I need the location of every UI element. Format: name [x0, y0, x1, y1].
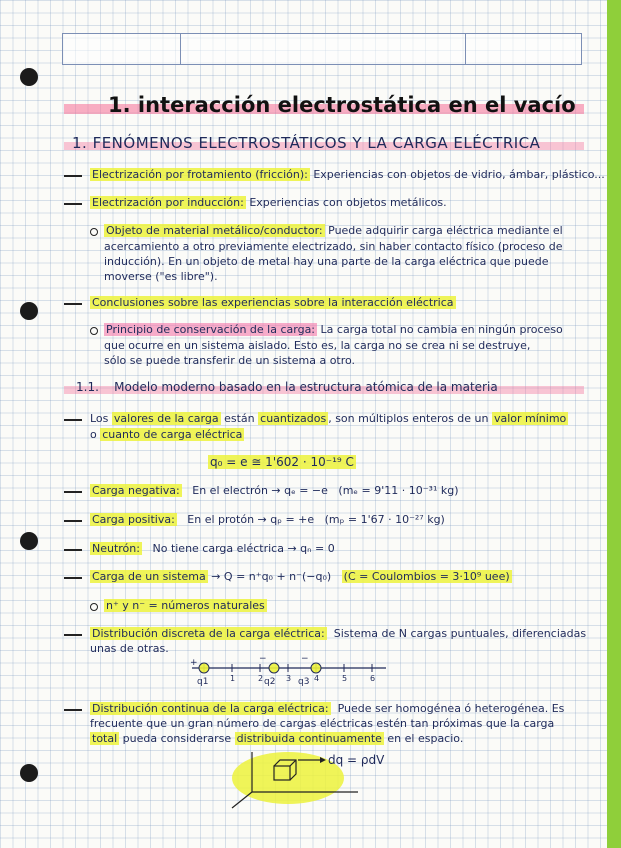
axis-tick-label: 5 [342, 674, 348, 683]
quantized-line1 [90, 412, 568, 425]
section-title: Modelo moderno basado en la estructura atómica de la materia [114, 380, 498, 394]
dash [64, 303, 82, 305]
item-conservation-line2: que ocurre en un sistema aislado. Esto es, la carga no se crea ni se destruye, [104, 339, 531, 352]
formula: q₀ = e ≅ 1'602 · 10⁻¹⁹ C [210, 455, 354, 469]
charge-point [269, 663, 279, 673]
dash [64, 709, 82, 711]
highlight: cuantizados [260, 412, 327, 425]
binder-hole [20, 532, 38, 550]
header-box [62, 33, 582, 65]
item-material-line4: moverse ("es libre"). [104, 270, 218, 283]
text: en el espacio. [387, 732, 464, 745]
text: n⁺ y n⁻ = números naturales [106, 599, 265, 612]
item-conservation-line1 [104, 323, 563, 336]
dash [64, 549, 82, 551]
label: Carga de un sistema [92, 570, 206, 583]
axis-charge-1: q1 [197, 677, 209, 687]
quantum-formula [208, 456, 356, 469]
page-edge [607, 0, 621, 848]
text: Experiencias con objetos metálicos. [249, 196, 447, 209]
item-negative [90, 484, 459, 497]
dash [64, 577, 82, 579]
item-continuous-line3 [90, 732, 463, 745]
highlight: valores de la carga [113, 412, 219, 425]
label: Carga positiva: [92, 513, 175, 526]
text: Experiencias con objetos de vidrio, ámbar, plástico... [313, 168, 605, 181]
binder-hole [20, 302, 38, 320]
item-naturals [104, 599, 267, 612]
highlight: valor mínimo [493, 412, 567, 425]
page-title: 1. interacción electrostática en el vacío [108, 93, 576, 117]
item-continuous-line1 [90, 702, 564, 715]
dq-formula: dq = ρdV [328, 753, 385, 767]
mass: (mₑ = 9'11 · 10⁻³¹ kg) [338, 484, 459, 497]
dash [64, 419, 82, 421]
item-induction [90, 196, 447, 209]
item-material-line2: acercamiento a otro previamente electrizado, sin haber contacto físico (proceso de [104, 240, 563, 253]
charge-point [199, 663, 209, 673]
label: Carga negativa: [92, 484, 180, 497]
section-1-1-heading [76, 381, 498, 394]
axis-tick-label: 2 [258, 674, 264, 683]
text: Puede ser homogénea ó heterogénea. Es [337, 702, 565, 715]
text: , son múltiplos enteros de un [328, 412, 489, 425]
axis-tick-label: 4 [314, 674, 320, 683]
text: No tiene carga eléctrica → qₙ = 0 [152, 542, 335, 555]
axis-tick-label: 3 [286, 674, 292, 683]
item-friction [90, 168, 605, 181]
binder-hole [20, 764, 38, 782]
label: Conclusiones sobre las experiencias sobre la interacción eléctrica [92, 296, 454, 309]
item-continuous-line2: frecuente que un gran número de cargas eléctricas estén tan próximas que la carga [90, 717, 555, 730]
bullet [90, 327, 98, 335]
text: Los [90, 412, 109, 425]
label: Objeto de material metálico/conductor: [106, 224, 323, 237]
section-subtitle: 1. FENÓMENOS ELECTROSTÁTICOS Y LA CARGA ELÉCTRICA [72, 134, 541, 152]
dash [64, 491, 82, 493]
text: La carga total no cambia en ningún proceso [320, 323, 563, 336]
mass: (mₚ = 1'67 · 10⁻²⁷ kg) [324, 513, 445, 526]
text: están [224, 412, 255, 425]
highlight: distribuida continuamente [236, 732, 382, 745]
text: En el protón → qₚ = +e [187, 513, 315, 526]
dash [64, 175, 82, 177]
bullet [90, 603, 98, 611]
axis-tick-label: 6 [370, 674, 376, 683]
text: Sistema de N cargas puntuales, diferenciadas [333, 627, 587, 640]
binder-hole [20, 68, 38, 86]
highlight: total [92, 732, 118, 745]
dash [64, 520, 82, 522]
label: Distribución discreta de la carga eléctrica: [92, 627, 325, 640]
axis-charge-3: q3 [298, 677, 310, 687]
label: Electrización por frotamiento (fricción): [92, 168, 308, 181]
item-material-line3: inducción). En un objeto de metal hay una parte de la carga eléctrica que puede [104, 255, 549, 268]
item-conservation-line3: sólo se puede transferir de un sistema a otro. [104, 354, 356, 367]
item-conclusions [90, 296, 456, 309]
axis-sign-3: − [301, 654, 309, 664]
axis-charge-2: q2 [264, 677, 276, 687]
highlight: cuanto de carga eléctrica [102, 428, 243, 441]
dash [64, 203, 82, 205]
label: Distribución continua de la carga eléctrica: [92, 702, 329, 715]
axis-x [232, 792, 252, 808]
item-system [90, 570, 512, 583]
label: Principio de conservación de la carga: [106, 323, 316, 336]
label: Electrización por inducción: [92, 196, 244, 209]
text: pueda considerarse [122, 732, 232, 745]
label: Neutrón: [92, 542, 140, 555]
axis-sign-1: + [190, 658, 198, 668]
quantized-line2 [90, 428, 244, 441]
axis-sign-2: − [259, 654, 267, 664]
dash [64, 634, 82, 636]
item-material-line1 [104, 224, 563, 237]
text: o [90, 428, 97, 441]
item-neutron [90, 542, 335, 555]
text: Puede adquirir carga eléctrica mediante el [328, 224, 563, 237]
bullet [90, 228, 98, 236]
axis-tick-label: 1 [230, 674, 236, 683]
item-discrete-line2: unas de otras. [90, 642, 169, 655]
note: (C = Coulombios = 3·10⁹ uee) [343, 570, 510, 583]
section-number: 1.1. [76, 380, 99, 394]
text: En el electrón → qₑ = −e [192, 484, 328, 497]
item-discrete-line1 [90, 627, 586, 640]
text: → Q = n⁺q₀ + n⁻(−q₀) [211, 570, 332, 583]
item-positive [90, 513, 445, 526]
